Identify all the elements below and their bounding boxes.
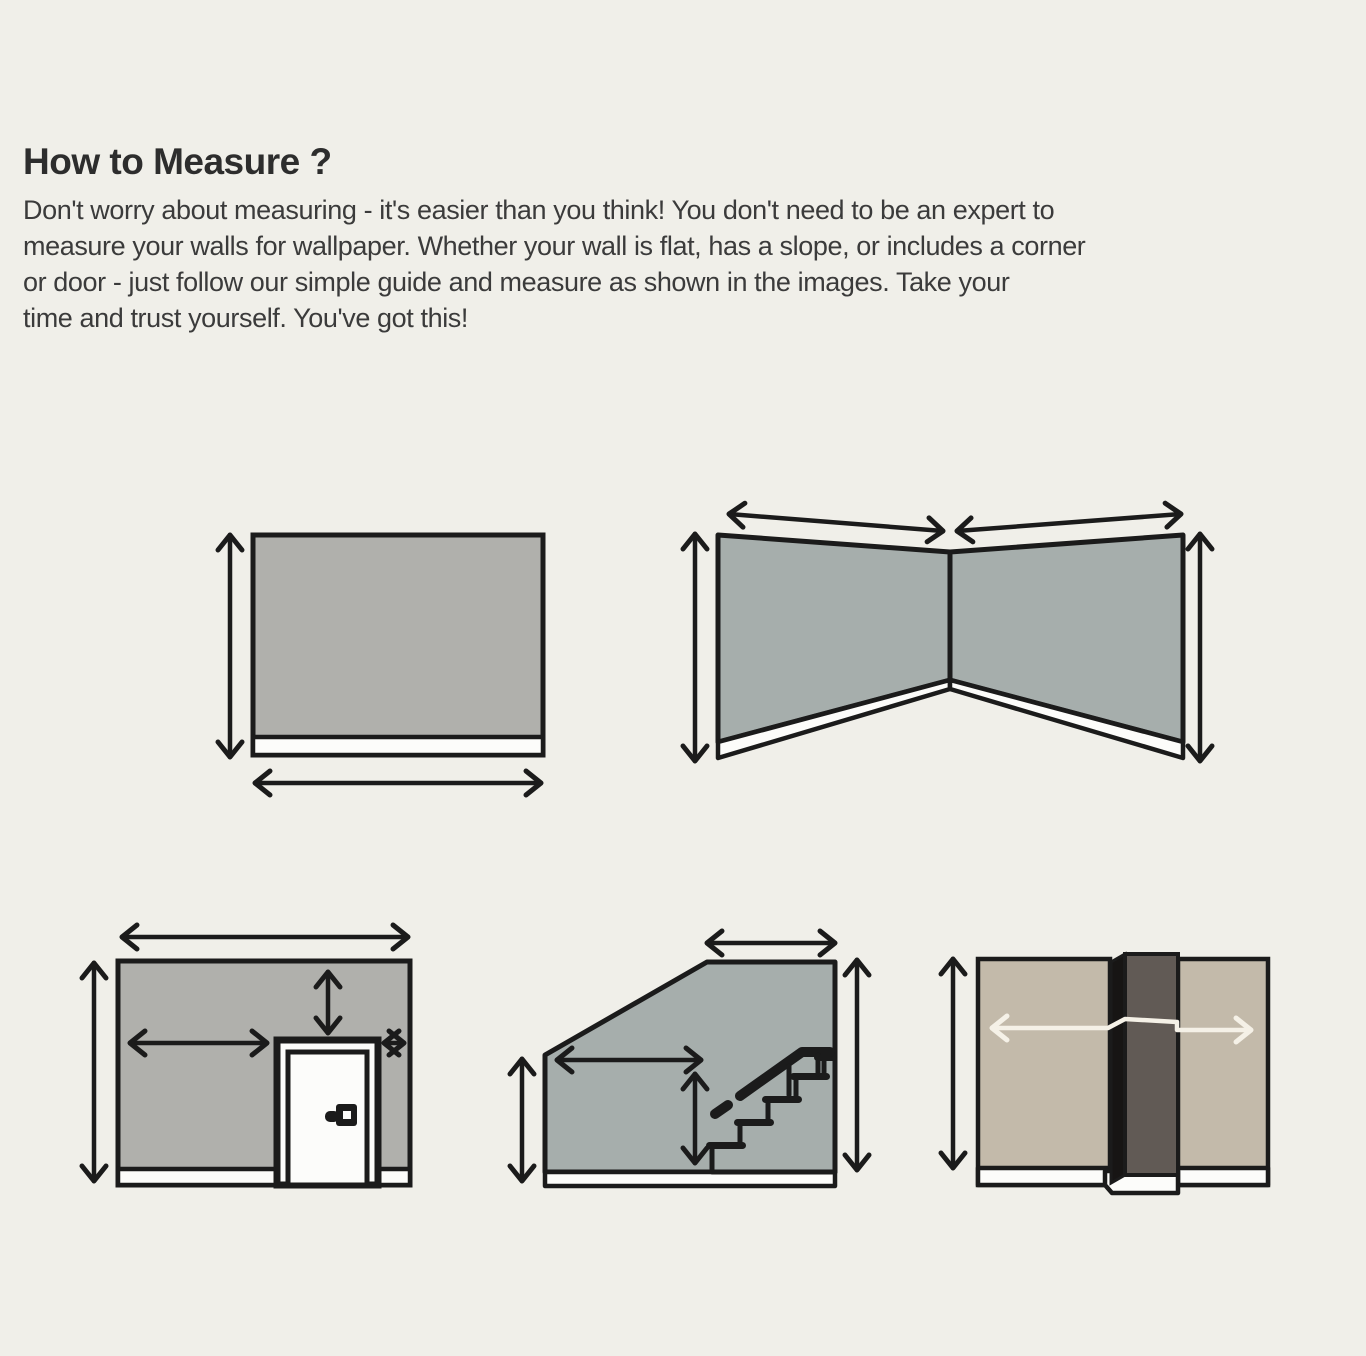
- column-side-face: [1111, 954, 1125, 1183]
- column: [1105, 954, 1178, 1193]
- right-width-measure-arrow: [957, 514, 1181, 531]
- intro-paragraph: [23, 192, 1355, 336]
- wall-with-column-diagram: [930, 935, 1280, 1205]
- left-wall-surface: [978, 959, 1110, 1185]
- left-baseboard: [978, 1168, 1110, 1185]
- intro-line-2: measure your walls for wallpaper. Whether your wall is flat, has a slope, or includes a corner: [23, 231, 1086, 261]
- column-front-face: [1125, 954, 1178, 1175]
- wall-surface: [253, 535, 543, 755]
- page-title: How to Measure ?: [23, 141, 332, 182]
- door: [277, 1040, 378, 1185]
- corner-wall-diagram: [680, 495, 1210, 795]
- flat-wall-diagram: [205, 495, 565, 805]
- left-width-measure-arrow: [729, 514, 943, 531]
- intro-line-1: Don't worry about measuring - it's easier than you think! You don't need to be an expert to: [23, 195, 1055, 225]
- handle-keyhole: [343, 1111, 351, 1119]
- baseboard: [253, 737, 543, 755]
- right-wall-surface: [1178, 959, 1268, 1185]
- sloped-wall-stairs-diagram: [505, 925, 875, 1205]
- header: [23, 142, 1355, 336]
- intro-line-3: or door - just follow our simple guide and measure as shown in the images. Take your: [23, 267, 1010, 297]
- wall-with-door-diagram: [75, 905, 435, 1205]
- right-baseboard: [1178, 1168, 1268, 1185]
- intro-line-4: time and trust yourself. You've got this!: [23, 303, 469, 333]
